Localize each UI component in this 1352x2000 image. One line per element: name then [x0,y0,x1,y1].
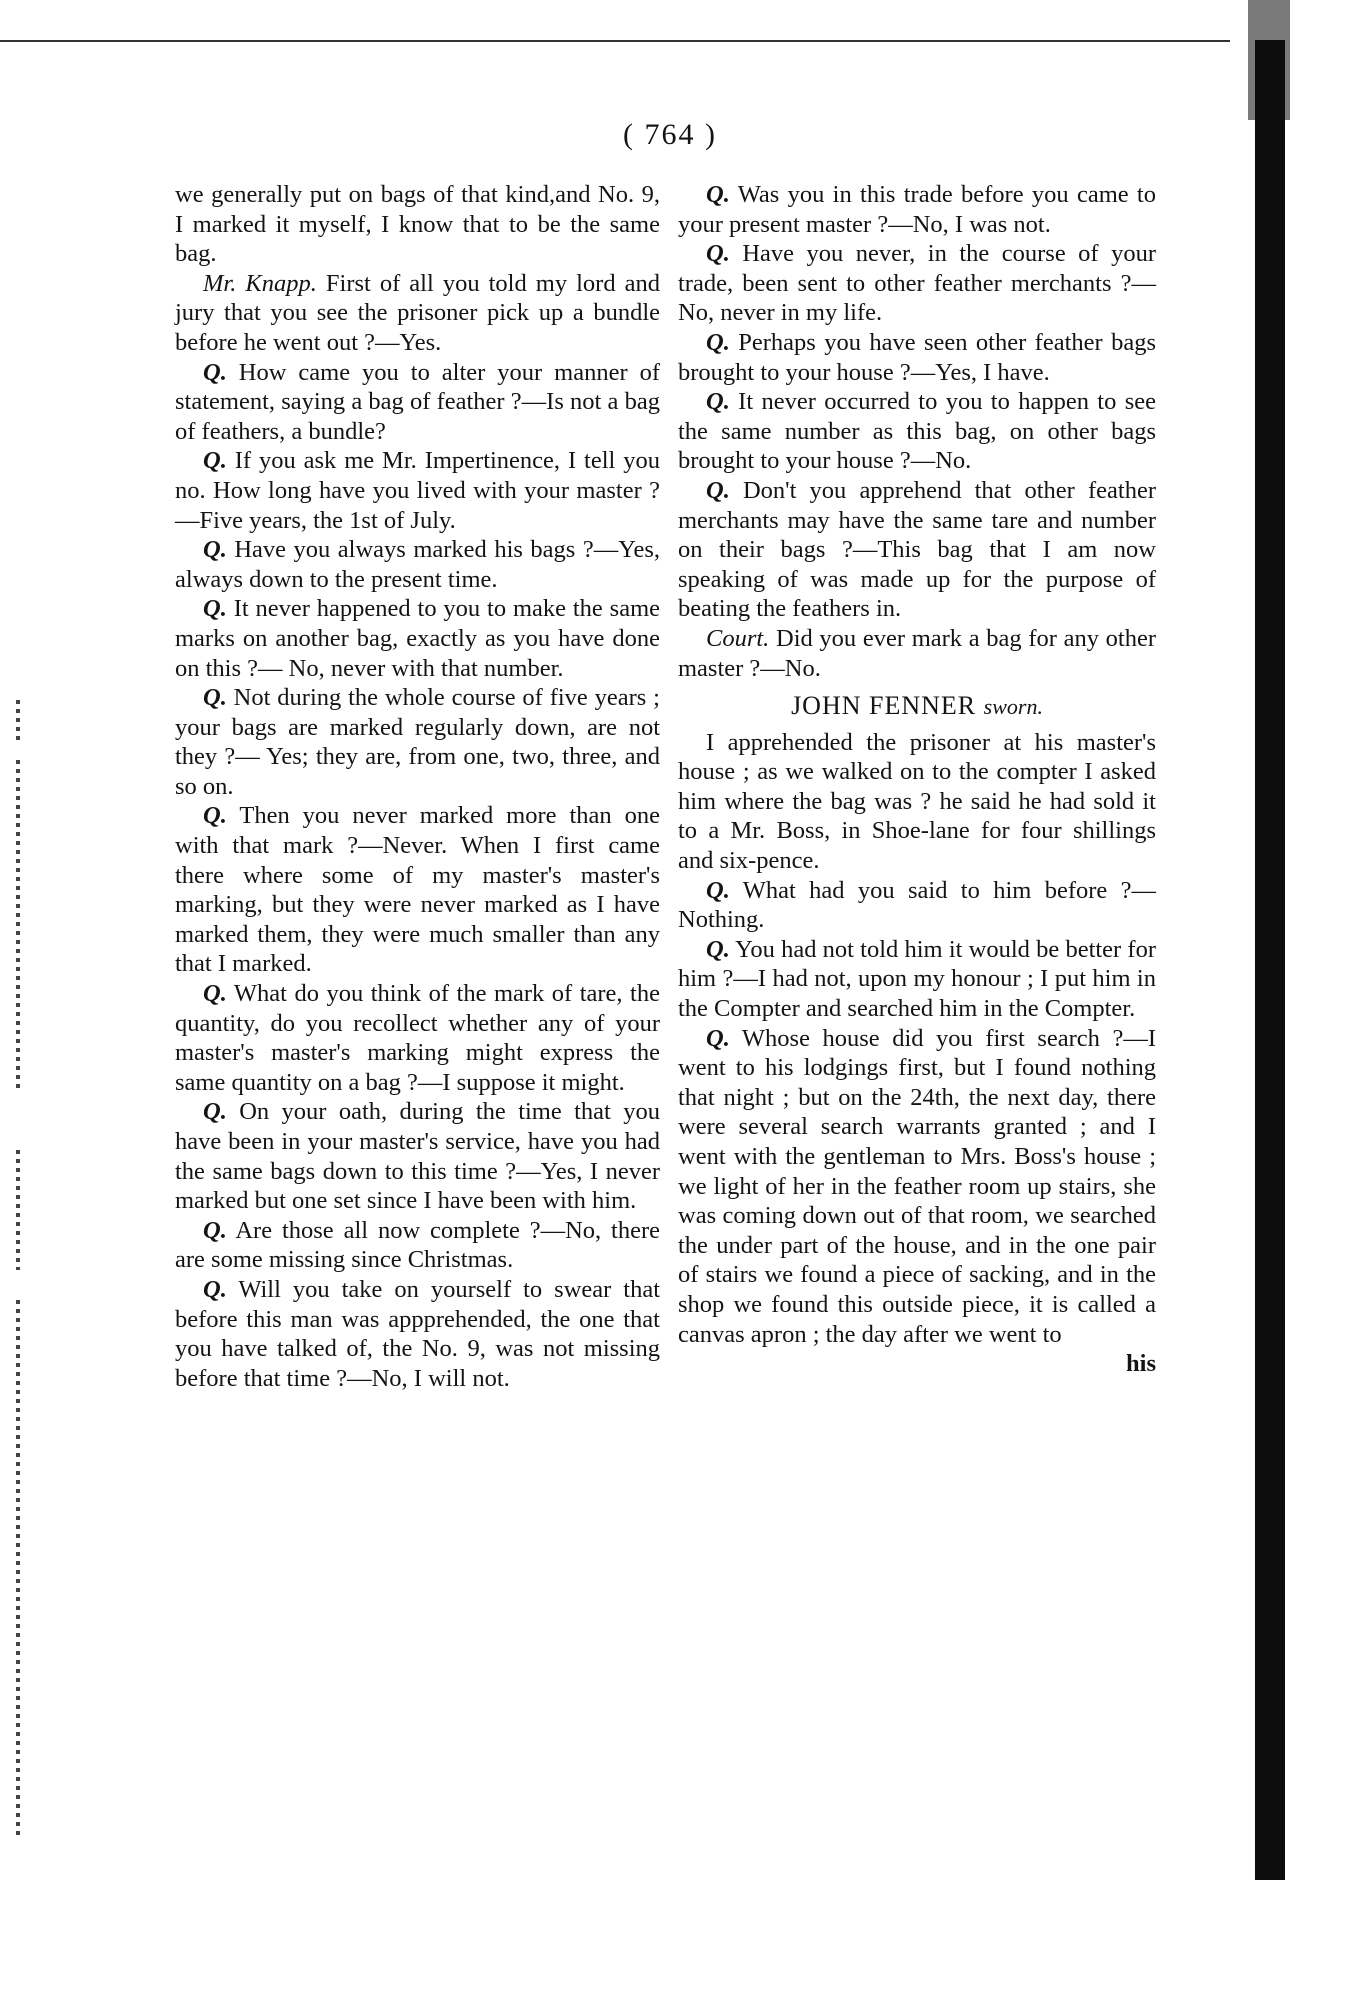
right-column [678,180,1156,1379]
paragraph [678,387,1156,476]
paragraph-text: What do you think of the mark of tare, the quantity, do you recollect whether any of your master's master's marking might express the same quantity on a bag ?—I suppose it might. [175,980,660,1096]
paragraph-text: How came you to alter your manner of statement, saying a bag of feather ?—Is not a bag of feathers, a bundle? [175,358,660,445]
paragraph [678,624,1156,683]
speaker-label: Mr. Knapp. [203,269,317,297]
witness-name: JOHN FENNER [791,691,977,721]
paragraph-text: First of all you told my lord and jury that you see the prisoner pick up a bundle before he went out ?—Yes. [175,269,660,356]
paragraph [175,594,660,683]
paragraph [678,935,1156,1024]
paragraph [678,476,1156,624]
paragraph-text: Did you ever mark a bag for any other master ?—No. [678,624,1156,682]
paragraph-text: Was you in this trade before you came to your present master ?—No, I was not. [678,181,1156,238]
paragraph-text: You had not told him it would be better for him ?—I had not, upon my honour ; I put him in the Compter and searched him in the Compter. [678,935,1156,1023]
question-mark-label: Q. [706,1024,730,1052]
speaker-label: Court. [706,624,770,652]
paragraph [678,876,1156,935]
paragraph-text: Have you always marked his bags ?—Yes, always down to the present time. [175,536,660,593]
question-mark-label: Q. [706,240,730,268]
paragraph [175,1097,660,1215]
paragraph [678,180,1156,239]
paragraph-text: we generally put on bags of that kind,and No. 9, I marked it myself, I know that to be the same bag. [175,181,660,268]
paragraph-text: It never occurred to you to happen to see the same number as this bag, on other bags brought to your house ?—No. [678,388,1156,475]
question-mark-label: Q. [706,935,730,963]
paragraph-text: Then you never marked more than one with that mark ?—Never. When I first came there where some of my master's master's marking, but they were never marked as I have marked them, they were much smaller than any that I marked. [175,802,660,978]
paragraph-text: Perhaps you have seen other feather bags brought to your house ?—Yes, I have. [678,328,1156,386]
question-mark-label: Q. [706,876,730,904]
paragraph-text: On your oath, during the time that you have been in your master's service, have you had the same bags down to this time ?—Yes, I never marked but one set since I have been with him. [175,1098,660,1215]
question-mark-label: Q. [203,684,227,712]
paragraph-text: Whose house did you first search ?—I went to his lodgings first, but I found nothing that night ; but on the 24th, the next day, there were several search warrants granted ; and I went with the gentleman to Mrs. Boss's house ; we light of her in the feather room up stairs, she was coming down out of that room, we searched the under part of the house, and in the one pair of stairs we found a piece of sacking, and in the shop we found this outside piece, it is called a canvas apron ; the day after we went to [678,1024,1156,1348]
catchword: his [1126,1350,1156,1378]
paragraph-text: What had you said to him before ?—Nothing. [678,876,1156,934]
paragraph-text: Have you never, in the course of your trade, been sent to other feather merchants ?—No, never in my life. [678,240,1156,327]
paragraph [175,979,660,1097]
page-top-rule [0,40,1230,42]
paragraph-text: Will you take on yourself to swear that before this man was appprehended, the one that you have talked of, the No. 9, was not missing before that time ?—No, I will not. [175,1275,660,1392]
binding-shadow [1255,40,1285,1880]
paragraph [678,1024,1156,1350]
paragraph-text: Not during the whole course of five years ; your bags are marked regularly down, are not they ?— Yes; they are, from one, two, three, and so on. [175,684,660,800]
paragraph [175,535,660,594]
question-mark-label: Q. [203,802,227,830]
question-mark-label: Q. [203,358,227,386]
paragraph-text: Are those all now complete ?—No, there are some missing since Christmas. [175,1216,660,1274]
question-mark-label: Q. [203,1275,227,1303]
left-column [175,180,660,1393]
question-mark-label: Q. [203,447,227,475]
paragraph [175,180,660,269]
question-mark-label: Q. [706,328,730,356]
paragraph [175,683,660,801]
page-number: ( 764 ) [623,118,717,151]
paragraph-text: It never happened to you to make the same marks on another bag, exactly as you have done on this ?— No, never with that number. [175,595,660,682]
paragraph-text: If you ask me Mr. Impertinence, I tell you no. How long have you lived with your master ?—Five years, the 1st of July. [175,447,660,534]
question-mark-label: Q. [203,980,227,1008]
question-mark-label: Q. [706,181,730,208]
question-mark-label: Q. [203,1098,227,1126]
question-mark-label: Q. [203,595,227,623]
paragraph [678,328,1156,387]
paragraph [678,239,1156,328]
paragraph [175,1216,660,1275]
paragraph [175,358,660,447]
margin-mark [16,1300,20,1840]
paragraph [175,446,660,535]
paragraph-text: Don't you apprehend that other feather merchants may have the same tare and number on their bags ?—This bag that I am now speaking of was made up for the purpose of beating the feathers in. [678,476,1156,623]
question-mark-label: Q. [203,536,227,564]
paragraph [175,269,660,358]
paragraph [175,801,660,979]
question-mark-label: Q. [203,1216,227,1244]
sworn-label: sworn. [983,694,1043,720]
question-mark-label: Q. [706,388,730,416]
question-mark-label: Q. [706,476,730,504]
margin-mark [16,760,20,1090]
margin-mark [16,700,20,740]
witness-heading [678,691,1156,722]
paragraph [175,1275,660,1393]
paragraph [678,728,1156,876]
margin-mark [16,1150,20,1270]
paragraph-text: I apprehended the prisoner at his master's house ; as we walked on to the compter I asked him where the bag was ? he said he had sold it to a Mr. Boss, in Shoe-lane for four shillings and six-pence. [678,728,1156,875]
